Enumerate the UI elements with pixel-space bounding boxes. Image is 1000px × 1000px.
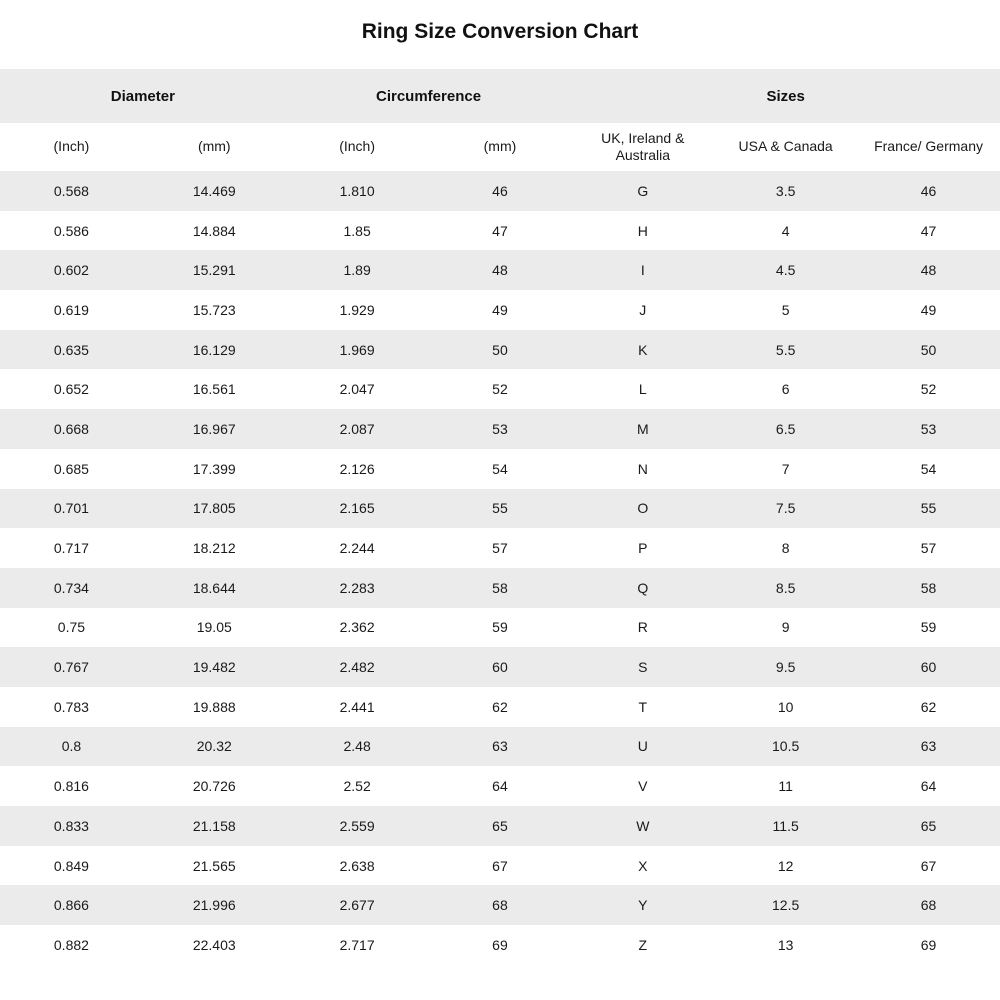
page-title: Ring Size Conversion Chart <box>361 20 639 43</box>
table-cell: 9.5 <box>714 647 857 687</box>
table-cell: 0.767 <box>0 647 143 687</box>
table-cell: 1.969 <box>286 330 429 370</box>
table-cell: J <box>571 290 714 330</box>
table-cell: Z <box>571 925 714 965</box>
table-cell: 0.833 <box>0 806 143 846</box>
table-cell: 0.586 <box>0 211 143 251</box>
table-cell: W <box>571 806 714 846</box>
table-cell: O <box>571 489 714 529</box>
table-row <box>0 211 1000 251</box>
table-cell: K <box>571 330 714 370</box>
table-cell: 1.85 <box>286 211 429 251</box>
table-row <box>0 250 1000 290</box>
table-cell: 14.469 <box>143 171 286 211</box>
table-cell: 2.717 <box>286 925 429 965</box>
table-row <box>0 925 1000 965</box>
table-cell: 2.283 <box>286 568 429 608</box>
table-cell: L <box>571 369 714 409</box>
table-cell: 19.05 <box>143 608 286 648</box>
table-cell: 65 <box>857 806 1000 846</box>
table-cell: N <box>571 449 714 489</box>
column-header-row <box>0 123 1000 171</box>
table-cell: M <box>571 409 714 449</box>
table-cell: Y <box>571 885 714 925</box>
table-cell: 22.403 <box>143 925 286 965</box>
table-cell: 49 <box>429 290 572 330</box>
column-header-france-germany: France/ Germany <box>857 123 1000 171</box>
group-header-diameter: Diameter <box>0 69 286 123</box>
table-cell: 0.652 <box>0 369 143 409</box>
table-body <box>0 171 1000 965</box>
table-cell: 48 <box>857 250 1000 290</box>
table-cell: 69 <box>857 925 1000 965</box>
table-cell: 50 <box>429 330 572 370</box>
table-cell: 2.126 <box>286 449 429 489</box>
table-cell: 68 <box>429 885 572 925</box>
table-cell: 62 <box>429 687 572 727</box>
table-cell: 10.5 <box>714 727 857 767</box>
table-cell: 54 <box>857 449 1000 489</box>
table-cell: 0.717 <box>0 528 143 568</box>
table-row <box>0 409 1000 449</box>
table-row <box>0 290 1000 330</box>
table-cell: 60 <box>857 647 1000 687</box>
table-row <box>0 766 1000 806</box>
table-cell: 8 <box>714 528 857 568</box>
column-header-circumference-mm: (mm) <box>429 123 572 171</box>
table-cell: 2.441 <box>286 687 429 727</box>
table-cell: 0.685 <box>0 449 143 489</box>
table-cell: 59 <box>857 608 1000 648</box>
table-cell: 54 <box>429 449 572 489</box>
table-row <box>0 568 1000 608</box>
table-cell: G <box>571 171 714 211</box>
group-header-circumference: Circumference <box>286 69 572 123</box>
table-row <box>0 727 1000 767</box>
table-cell: 20.726 <box>143 766 286 806</box>
table-row <box>0 687 1000 727</box>
group-header-row <box>0 69 1000 123</box>
table-cell: 0.734 <box>0 568 143 608</box>
table-row <box>0 528 1000 568</box>
table-cell: 0.568 <box>0 171 143 211</box>
table-cell: 49 <box>857 290 1000 330</box>
table-cell: 58 <box>429 568 572 608</box>
table-cell: 14.884 <box>143 211 286 251</box>
table-cell: 15.291 <box>143 250 286 290</box>
column-header-usa-canada: USA & Canada <box>714 123 857 171</box>
table-cell: 21.158 <box>143 806 286 846</box>
table-cell: 0.668 <box>0 409 143 449</box>
table-row <box>0 369 1000 409</box>
table-cell: 6 <box>714 369 857 409</box>
table-row <box>0 489 1000 529</box>
table-header <box>0 69 1000 171</box>
table-cell: 2.559 <box>286 806 429 846</box>
table-cell: 20.32 <box>143 727 286 767</box>
column-header-uk-ireland-australia: UK, Ireland & Australia <box>571 123 714 171</box>
table-cell: 1.89 <box>286 250 429 290</box>
table-cell: 0.701 <box>0 489 143 529</box>
table-cell: 57 <box>857 528 1000 568</box>
table-cell: U <box>571 727 714 767</box>
table-cell: 2.362 <box>286 608 429 648</box>
table-cell: 0.619 <box>0 290 143 330</box>
table-cell: 19.482 <box>143 647 286 687</box>
table-cell: 63 <box>857 727 1000 767</box>
table-cell: 16.129 <box>143 330 286 370</box>
table-cell: 0.8 <box>0 727 143 767</box>
table-row <box>0 330 1000 370</box>
table-cell: 2.087 <box>286 409 429 449</box>
table-cell: 4 <box>714 211 857 251</box>
table-cell: 64 <box>857 766 1000 806</box>
group-header-sizes: Sizes <box>571 69 1000 123</box>
table-cell: 59 <box>429 608 572 648</box>
table-cell: 0.882 <box>0 925 143 965</box>
table-cell: 2.677 <box>286 885 429 925</box>
table-cell: 69 <box>429 925 572 965</box>
table-cell: 18.212 <box>143 528 286 568</box>
table-cell: 0.602 <box>0 250 143 290</box>
table-cell: 46 <box>857 171 1000 211</box>
table-row <box>0 885 1000 925</box>
table-cell: 8.5 <box>714 568 857 608</box>
table-cell: 0.849 <box>0 846 143 886</box>
table-cell: 47 <box>857 211 1000 251</box>
table-cell: 0.75 <box>0 608 143 648</box>
table-cell: 0.635 <box>0 330 143 370</box>
table-row <box>0 806 1000 846</box>
table-cell: 0.866 <box>0 885 143 925</box>
table-cell: 2.638 <box>286 846 429 886</box>
table-cell: 0.783 <box>0 687 143 727</box>
table-cell: 53 <box>429 409 572 449</box>
table-cell: X <box>571 846 714 886</box>
table-cell: 46 <box>429 171 572 211</box>
table-row <box>0 449 1000 489</box>
table-cell: 55 <box>857 489 1000 529</box>
table-cell: 2.165 <box>286 489 429 529</box>
table-cell: 58 <box>857 568 1000 608</box>
table-cell: 3.5 <box>714 171 857 211</box>
table-cell: V <box>571 766 714 806</box>
table-cell: 62 <box>857 687 1000 727</box>
table-cell: 11.5 <box>714 806 857 846</box>
table-cell: 68 <box>857 885 1000 925</box>
table-row <box>0 846 1000 886</box>
table-cell: 21.996 <box>143 885 286 925</box>
table-cell: 64 <box>429 766 572 806</box>
table-row <box>0 608 1000 648</box>
table-cell: 2.482 <box>286 647 429 687</box>
table-cell: H <box>571 211 714 251</box>
table-cell: 2.48 <box>286 727 429 767</box>
column-header-diameter-inch: (Inch) <box>0 123 143 171</box>
table-cell: 7 <box>714 449 857 489</box>
table-cell: 1.929 <box>286 290 429 330</box>
table-cell: P <box>571 528 714 568</box>
table-cell: 16.967 <box>143 409 286 449</box>
table-cell: 12 <box>714 846 857 886</box>
table-cell: 2.047 <box>286 369 429 409</box>
table-cell: 4.5 <box>714 250 857 290</box>
table-cell: 5 <box>714 290 857 330</box>
table-row <box>0 647 1000 687</box>
table-cell: 15.723 <box>143 290 286 330</box>
table-cell: 50 <box>857 330 1000 370</box>
table-cell: 52 <box>429 369 572 409</box>
column-header-diameter-mm: (mm) <box>143 123 286 171</box>
table-cell: 21.565 <box>143 846 286 886</box>
table-cell: 53 <box>857 409 1000 449</box>
table-cell: I <box>571 250 714 290</box>
table-cell: 7.5 <box>714 489 857 529</box>
table-cell: R <box>571 608 714 648</box>
column-header-circumference-inch: (Inch) <box>286 123 429 171</box>
table-cell: T <box>571 687 714 727</box>
table-cell: 63 <box>429 727 572 767</box>
table-cell: 47 <box>429 211 572 251</box>
ring-size-conversion-table <box>0 69 1000 965</box>
table-cell: 12.5 <box>714 885 857 925</box>
table-cell: 19.888 <box>143 687 286 727</box>
table-cell: 18.644 <box>143 568 286 608</box>
table-cell: 57 <box>429 528 572 568</box>
table-cell: 17.399 <box>143 449 286 489</box>
table-cell: 17.805 <box>143 489 286 529</box>
table-cell: 13 <box>714 925 857 965</box>
table-cell: 6.5 <box>714 409 857 449</box>
table-cell: 11 <box>714 766 857 806</box>
table-cell: 0.816 <box>0 766 143 806</box>
table-cell: 67 <box>857 846 1000 886</box>
table-cell: 5.5 <box>714 330 857 370</box>
table-cell: 52 <box>857 369 1000 409</box>
table-row <box>0 171 1000 211</box>
table-cell: 2.52 <box>286 766 429 806</box>
table-cell: 48 <box>429 250 572 290</box>
table-cell: 1.810 <box>286 171 429 211</box>
table-cell: 60 <box>429 647 572 687</box>
table-cell: 67 <box>429 846 572 886</box>
table-cell: 10 <box>714 687 857 727</box>
table-cell: 2.244 <box>286 528 429 568</box>
table-cell: 9 <box>714 608 857 648</box>
table-cell: Q <box>571 568 714 608</box>
table-cell: S <box>571 647 714 687</box>
table-cell: 16.561 <box>143 369 286 409</box>
table-cell: 65 <box>429 806 572 846</box>
table-cell: 55 <box>429 489 572 529</box>
